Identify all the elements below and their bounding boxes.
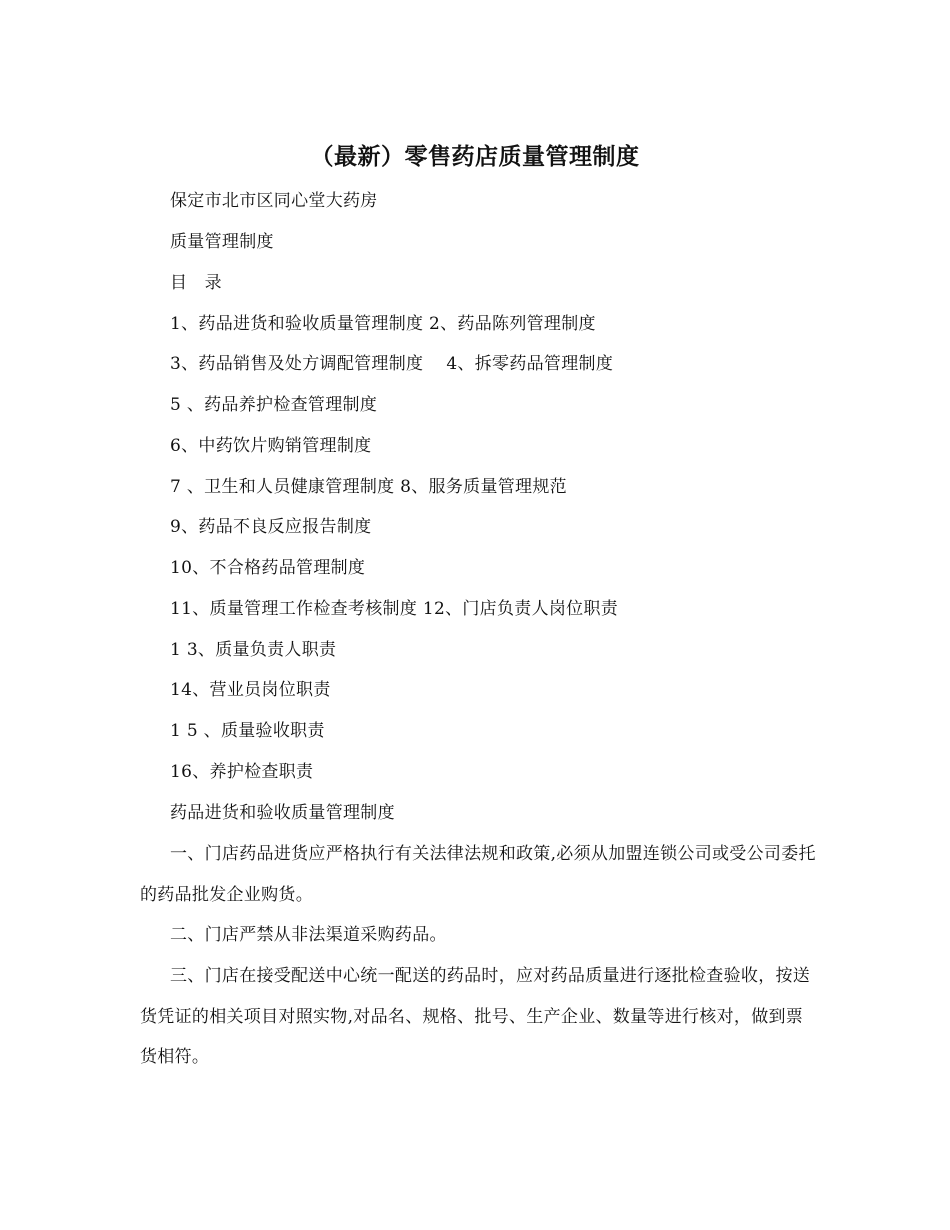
toc-line: 16、养护检查职责: [170, 762, 314, 782]
toc-line: 11、质量管理工作检查考核制度 12、门店负责人岗位职责: [170, 599, 619, 619]
document-title: （最新）零售药店质量管理制度: [310, 143, 640, 170]
toc-line: 5 、药品养护检查管理制度: [170, 395, 378, 415]
policy-heading: 药品进货和验收质量管理制度: [170, 803, 395, 823]
toc-line: 7 、卫生和人员健康管理制度 8、服务质量管理规范: [170, 477, 567, 497]
toc-heading: 目 录: [170, 273, 222, 293]
toc-line: 10、不合格药品管理制度: [170, 558, 366, 578]
toc-line: 9、药品不良反应报告制度: [170, 517, 372, 537]
toc-line: 3、药品销售及处方调配管理制度 4、拆零药品管理制度: [170, 354, 614, 374]
toc-line: 1、药品进货和验收质量管理制度 2、药品陈列管理制度: [170, 314, 596, 334]
policy-paragraph: 一、门店药品进货应严格执行有关法律法规和政策,必须从加盟连锁公司或受公司委托的药品批发企业购货。: [140, 844, 816, 905]
store-name: 保定市北市区同心堂大药房: [170, 191, 378, 211]
toc-line: 14、营业员岗位职责: [170, 680, 331, 700]
toc-line: 6、中药饮片购销管理制度: [170, 436, 372, 456]
toc-line: 1 3、质量负责人职责: [170, 640, 337, 660]
policy-paragraph: 二、门店严禁从非法渠道采购药品。: [170, 925, 447, 945]
toc-line: 1 5 、质量验收职责: [170, 721, 325, 741]
section-heading: 质量管理制度: [170, 232, 274, 252]
policy-paragraph: 三、门店在接受配送中心统一配送的药品时，应对药品质量进行逐批检查验收，按送货凭证的相关项目对照实物,对品名、规格、批号、生产企业、数量等进行核对，做到票货相符。: [140, 966, 811, 1067]
